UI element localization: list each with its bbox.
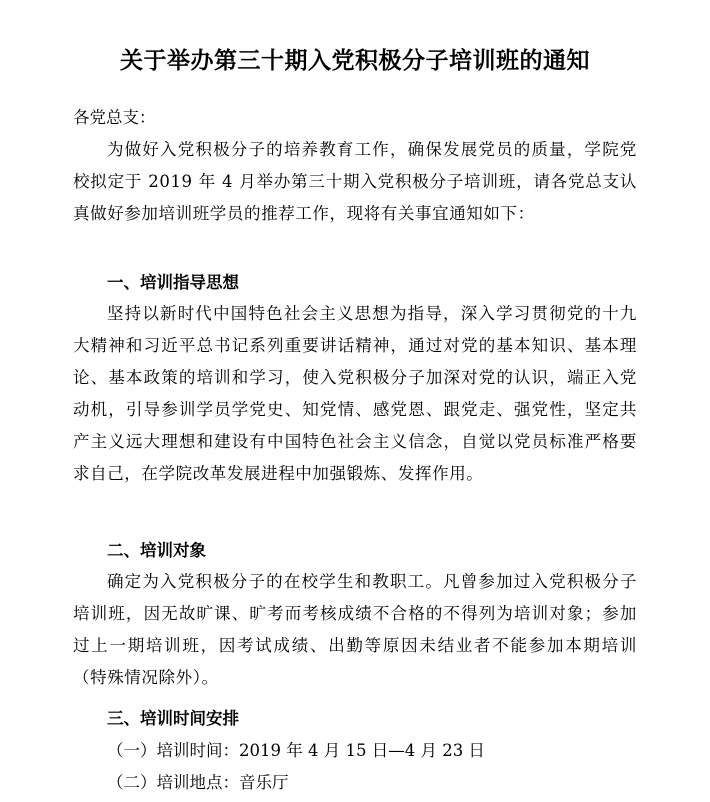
section-heading-training-targets: 二、培训对象 [107, 541, 206, 560]
document-title: 关于举办第三十期入党积极分子培训班的通知 [120, 48, 590, 74]
schedule-item-time: （一）培训时间：2019 年 4 月 15 日—4 月 23 日 [107, 741, 485, 760]
section-body-guiding-ideology: 坚持以新时代中国特色社会主义思想为指导，深入学习贯彻党的十九大精神和习近平总书记系列重要讲话精神，通过对党的基本知识、基本理论、基本政策的培训和学习，使入党积极分子加深对党的认识，端正入党动机，引导参训学员学党史、知党情、感党恩、跟党走、强党性，坚定共产主义远大理想和建设有中国特色社会主义信念，自觉以党员标准严格要求自己，在学院改革发展进程中加强锻炼、发挥作用。 [73, 304, 637, 483]
section-body-training-targets: 确定为入党积极分子的在校学生和教职工。凡曾参加过入党积极分子培训班，因无故旷课、旷考而考核成绩不合格的不得列为培训对象；参加过上一期培训班，因考试成绩、出勤等原因未结业者不能参加本期培训（特殊情况除外）。 [73, 572, 637, 687]
section-heading-guiding-ideology: 一、培训指导思想 [107, 273, 239, 292]
schedule-item-location: （二）培训地点：音乐厅 [107, 773, 289, 792]
section-heading-schedule: 三、培训时间安排 [107, 709, 239, 728]
intro-paragraph: 为做好入党积极分子的培养教育工作，确保发展党员的质量，学院党校拟定于 2019 年 4 月举办第三十期入党积极分子培训班，请各党总支认真做好参加培训班学员的推荐工作，现将有关事宜通知如下： [73, 140, 637, 223]
salutation: 各党总支： [73, 108, 156, 127]
